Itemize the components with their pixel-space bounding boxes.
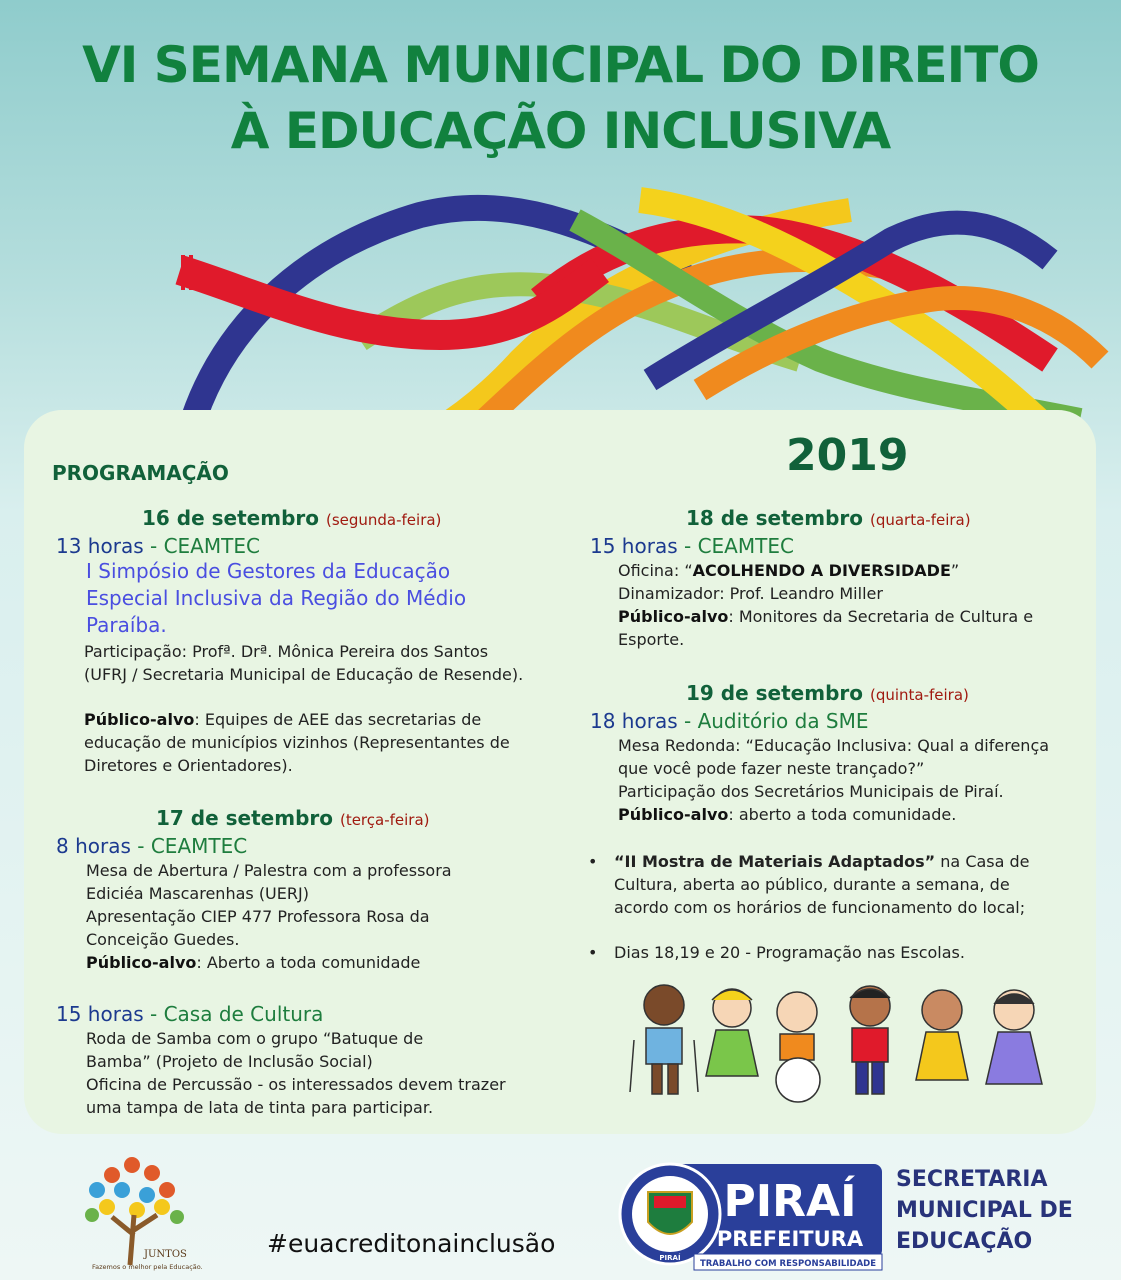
title-line-2: À EDUCAÇÃO INCLUSIVA — [230, 102, 891, 160]
year: 2019 — [786, 430, 909, 481]
bullet-dot: • — [588, 943, 598, 962]
workshop-title — [618, 559, 1068, 582]
symposium-title: I Simpósio de Gestores da Educação Especial Inclusiva da Região do Médio Paraíba. — [86, 559, 467, 637]
session-place: Auditório da SME — [697, 709, 869, 733]
session-time: 15 horas — [56, 1002, 144, 1026]
session-time: 13 horas — [56, 534, 144, 558]
session-time: 15 horas — [590, 534, 678, 558]
seal-text: PIRAÍ — [659, 1254, 681, 1262]
juntos-logo-tagline: Fazemos o melhor pela Educação. — [92, 1263, 203, 1271]
session-time: 18 horas — [590, 709, 678, 733]
title-line-1: VI SEMANA MUNICIPAL DO DIREITO — [82, 36, 1039, 94]
session-place: CEAMTEC — [163, 534, 260, 558]
date-sept-19 — [686, 681, 969, 705]
separator: - — [130, 834, 151, 858]
round-table-text: Mesa Redonda: “Educação Inclusiva: Qual a diferença que você pode fazer neste trançado?” — [618, 736, 1050, 778]
audience-label: Público-alvo — [618, 607, 729, 626]
pirai-prefeitura-logo — [614, 1158, 886, 1272]
secretaria-line-3: EDUCAÇÃO — [896, 1229, 1033, 1254]
date-sept-16 — [142, 506, 441, 530]
percussion-workshop-text: Oficina de Percussão - os interessados devem trazer uma tampa de lata de tinta para participar. — [86, 1075, 506, 1117]
separator: - — [143, 534, 164, 558]
workshop-prefix: Oficina: “ — [618, 561, 693, 580]
session-time-row — [590, 709, 869, 733]
opening-session-text: Mesa de Abertura / Palestra com a professora Ediciéa Mascarenhas (UERJ) — [86, 861, 452, 903]
weekday-label: (quarta-feira) — [869, 511, 971, 529]
session-time-row — [56, 534, 260, 558]
secretaria-label — [896, 1164, 1073, 1257]
bullet-dot: • — [588, 852, 598, 871]
weekday-label: (terça-feira) — [339, 811, 430, 829]
opening-audience — [86, 951, 516, 974]
workshop-audience — [618, 605, 1068, 651]
bullet-school-program — [588, 941, 1054, 964]
separator: - — [677, 534, 698, 558]
secretaria-line-2: MUNICIPAL DE — [896, 1198, 1073, 1223]
exhibit-name: “II Mostra de Materiais Adaptados” — [614, 852, 936, 871]
logo-motto: TRABALHO COM RESPONSABILIDADE — [699, 1259, 877, 1269]
audience-text: : Aberto a toda comunidade — [196, 953, 421, 972]
date-sept-17 — [156, 806, 430, 830]
session-time-row — [56, 834, 247, 858]
audience-text: : Monitores da Secretaria de Cultura e Esporte. — [618, 607, 1034, 649]
workshop-name: ACOLHENDO A DIVERSIDADE — [692, 561, 951, 580]
audience-label: Público-alvo — [86, 953, 197, 972]
date-sept-18 — [686, 506, 971, 530]
separator: - — [143, 1002, 164, 1026]
school-program-text: Dias 18,19 e 20 - Programação nas Escolas. — [614, 943, 965, 962]
juntos-logo-name: JUNTOS — [144, 1249, 187, 1260]
session-place: Casa de Cultura — [163, 1002, 324, 1026]
samba-circle-text: Roda de Samba com o grupo “Batuque de Bamba” (Projeto de Inclusão Social) — [86, 1029, 424, 1071]
bullet-materials-exhibit — [588, 850, 1054, 919]
secretaria-line-1: SECRETARIA — [896, 1167, 1048, 1192]
juntos-logo — [52, 1145, 222, 1275]
children-illustration — [612, 980, 1082, 1110]
separator: - — [677, 709, 698, 733]
logo-city: PIRAÍ — [723, 1176, 857, 1227]
exhibit-details: na Casa de Cultura, aberta ao público, durante a semana, de acordo com os horários de funcionamento do local; — [614, 852, 1030, 917]
audience-text: : aberto a toda comunidade. — [728, 805, 957, 824]
program-heading: PROGRAMAÇÃO — [52, 461, 229, 485]
session-time: 8 horas — [56, 834, 131, 858]
session-time-row — [590, 534, 794, 558]
ciep-presentation-text: Apresentação CIEP 477 Professora Rosa da Conceição Guedes. — [86, 907, 430, 949]
round-table-participation: Participação dos Secretários Municipais de Piraí. — [618, 782, 1004, 801]
session-place: CEAMTEC — [697, 534, 794, 558]
symposium-audience — [84, 708, 534, 777]
hashtag: #euacreditonainclusão — [267, 1229, 556, 1258]
workshop-facilitator: Dinamizador: Prof. Leandro Miller — [618, 584, 883, 603]
date-label: 17 de setembro — [156, 806, 333, 830]
date-label: 18 de setembro — [686, 506, 863, 530]
round-table-audience — [618, 803, 1058, 826]
audience-label: Público-alvo — [618, 805, 729, 824]
session-time-row — [56, 1002, 323, 1026]
logo-word: PREFEITURA — [716, 1227, 864, 1251]
session-place: CEAMTEC — [150, 834, 248, 858]
weekday-label: (quinta-feira) — [869, 686, 969, 704]
audience-text: : Equipes de AEE das secretarias de educação de municípios vizinhos (Representantes de Diretores e Orientadores). — [84, 710, 510, 775]
workshop-suffix: ” — [950, 561, 960, 580]
symposium-participation: Participação: Profª. Drª. Mônica Pereira dos Santos (UFRJ / Secretaria Municipal de Educação de Resende). — [84, 642, 524, 684]
date-label: 16 de setembro — [142, 506, 319, 530]
weekday-label: (segunda-feira) — [325, 511, 442, 529]
date-label: 19 de setembro — [686, 681, 863, 705]
audience-label: Público-alvo — [84, 710, 195, 729]
